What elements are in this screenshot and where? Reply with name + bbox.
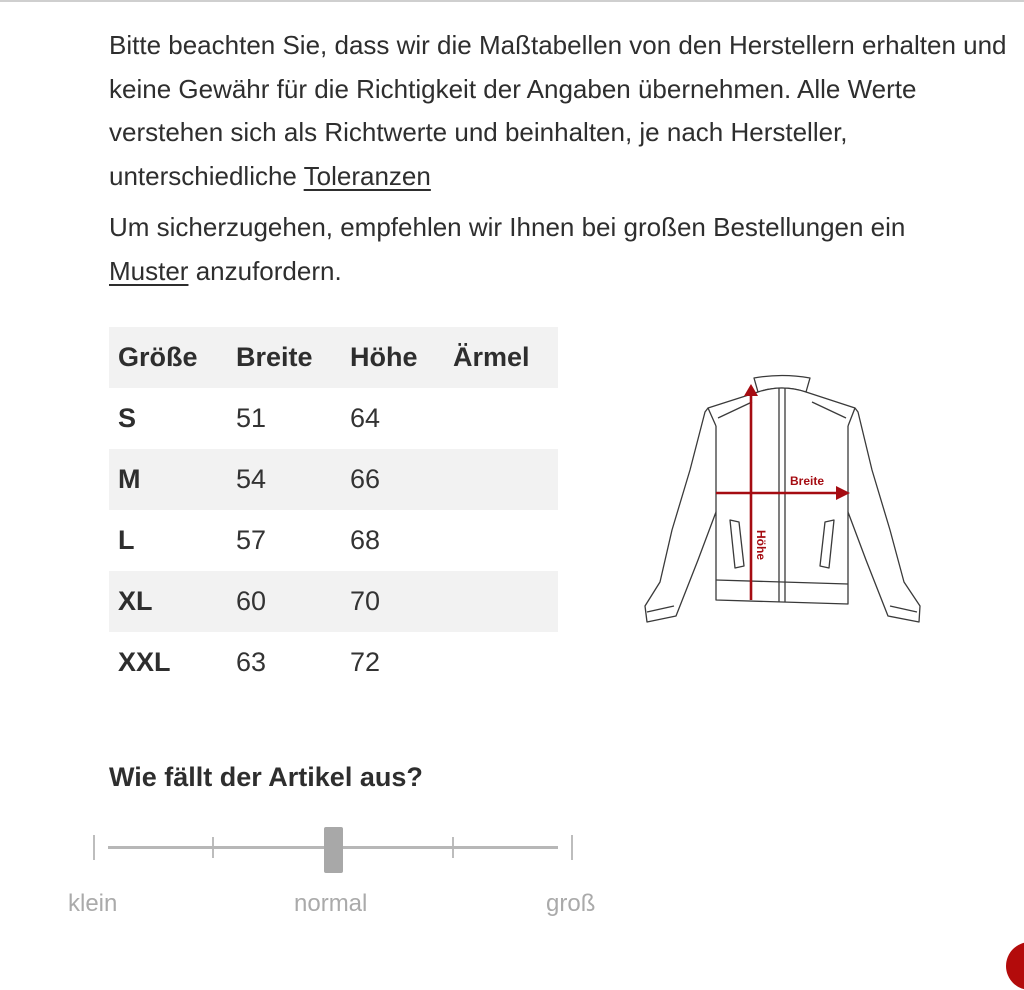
sleeve-cell <box>444 449 558 510</box>
width-cell: 51 <box>236 403 267 433</box>
sample-link[interactable]: Muster <box>109 255 189 286</box>
size-cell: M <box>109 449 227 510</box>
scale-label-small: klein <box>68 890 118 917</box>
column-header-sleeve: Ärmel <box>444 327 558 388</box>
fit-rating-scale <box>60 820 620 930</box>
notice-paragraph-2 <box>109 206 1009 293</box>
width-cell: 60 <box>227 571 341 632</box>
table-row <box>109 632 558 693</box>
height-cell: 66 <box>341 449 444 510</box>
column-header-width: Breite <box>227 327 341 388</box>
column-header-size: Größe <box>109 327 227 388</box>
size-table <box>109 327 558 693</box>
table-row <box>109 510 558 571</box>
width-cell: 54 <box>227 449 341 510</box>
height-cell: 70 <box>341 571 444 632</box>
scale-end-tick-right <box>571 835 573 860</box>
jacket-measurement-diagram <box>636 370 926 630</box>
width-cell: 63 <box>236 647 267 677</box>
sleeve-cell <box>444 632 558 693</box>
table-row <box>109 449 558 510</box>
table-row <box>109 388 558 449</box>
size-cell: XL <box>109 571 227 632</box>
chat-button[interactable] <box>1006 942 1024 990</box>
size-cell: XXL <box>118 647 171 677</box>
fit-question-title: Wie fällt der Artikel aus? <box>109 762 423 792</box>
size-notice <box>109 24 1009 293</box>
fit-slider-handle[interactable] <box>324 827 343 873</box>
notice-paragraph-1 <box>109 24 1009 198</box>
scale-label-normal: normal <box>294 890 368 917</box>
notice-text-3: anzufordern. <box>195 255 342 286</box>
scale-end-tick-left <box>93 835 95 860</box>
height-cell: 64 <box>350 403 381 433</box>
height-label: Höhe <box>754 530 768 560</box>
top-divider <box>0 0 1024 2</box>
tolerances-link[interactable]: Toleranzen <box>303 160 431 191</box>
notice-text-1: Bitte beachten Sie, dass wir die Maßtabellen von den Herstellern erhalten und keine Gewähr für die Richtigkeit der Angaben übernehmen. Alle Werte verstehen sich als Richtwerte und beinhalten, je nach Hersteller, unterschiedliche <box>109 30 1007 191</box>
width-label: Breite <box>790 474 825 488</box>
height-cell: 68 <box>350 525 381 555</box>
height-cell: 72 <box>350 647 381 677</box>
notice-text-2: Um sicherzugehen, empfehlen wir Ihnen bei großen Bestellungen ein <box>109 212 906 242</box>
size-cell: L <box>118 525 135 555</box>
sleeve-cell <box>444 388 558 449</box>
sleeve-cell <box>444 510 558 571</box>
width-cell: 57 <box>236 525 267 555</box>
table-header-row <box>109 327 558 388</box>
sleeve-cell <box>444 571 558 632</box>
size-cell: S <box>118 403 137 433</box>
scale-label-large: groß <box>546 890 596 917</box>
table-row <box>109 571 558 632</box>
jacket-outline <box>645 376 920 623</box>
column-header-height: Höhe <box>341 327 444 388</box>
